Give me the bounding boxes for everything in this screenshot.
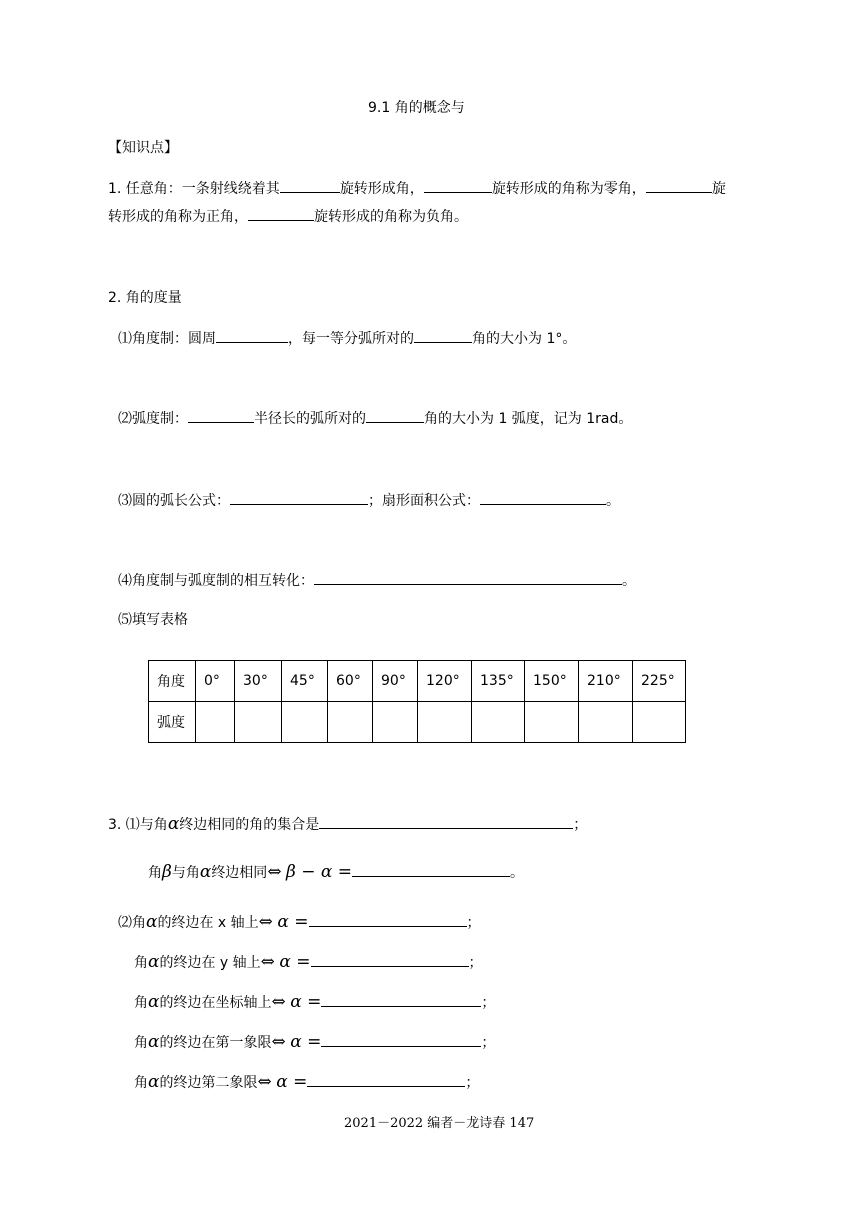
blank [314, 570, 622, 585]
section-heading: 【知识点】 [108, 140, 178, 156]
blank [309, 912, 467, 927]
table-cell: 0° [196, 661, 235, 702]
item3-line5: 角α的终边在坐标轴上⇔ α = ； [134, 992, 496, 1012]
blank [480, 490, 606, 505]
blank [311, 952, 469, 967]
table-cell[interactable] [235, 702, 282, 743]
table-cell: 135° [472, 661, 525, 702]
table-cell: 225° [633, 661, 686, 702]
table-cell: 60° [328, 661, 373, 702]
table-cell[interactable] [282, 702, 328, 743]
item3-line7: 角α的终边第二象限⇔ α = ； [134, 1072, 480, 1092]
table-cell[interactable] [373, 702, 418, 743]
table-cell[interactable] [196, 702, 235, 743]
item3-line1: 3. ⑴与角α终边相同的角的集合是 ； [108, 814, 588, 834]
blank [352, 862, 510, 877]
blank [319, 814, 573, 829]
table-cell: 45° [282, 661, 328, 702]
table-cell: 210° [579, 661, 633, 702]
blank [321, 992, 481, 1007]
item2-p5: ⑸填写表格 [118, 612, 188, 628]
blank [646, 178, 712, 193]
table-row [149, 661, 686, 702]
blank [424, 178, 492, 193]
blank [366, 408, 424, 423]
item2-p4: ⑷角度制与弧度制的相互转化： 。 [118, 570, 636, 591]
item1-line1: 1. 任意角：一条射线绕着其 旋转形成角， 旋转形成的角称为零角， 旋 [108, 178, 726, 199]
table-cell[interactable] [633, 702, 686, 743]
table-cell[interactable] [525, 702, 579, 743]
table-cell: 120° [418, 661, 472, 702]
item2-p2: ⑵弧度制： 半径长的弧所对的 角的大小为 1 弧度，记为 1rad。 [118, 408, 632, 429]
page-title: 9.1 角的概念与 [368, 100, 465, 116]
blank [248, 206, 314, 221]
item2-p1: ⑴角度制：圆周 ，每一等分弧所对的 角的大小为 1°。 [118, 328, 576, 349]
blank [230, 490, 368, 505]
blank [280, 178, 340, 193]
item3-line2: 角β与角α终边相同⇔ β − α = 。 [148, 862, 525, 882]
table-cell[interactable] [418, 702, 472, 743]
item3-line3: ⑵角α的终边在 x 轴上⇔ α = ； [118, 912, 481, 932]
blank [216, 328, 288, 343]
item3-line6: 角α的终边在第一象限⇔ α = ； [134, 1032, 496, 1052]
page-footer: 2021－2022 编者－龙诗春 147 [344, 1116, 535, 1131]
table-cell: 角度 [149, 661, 196, 702]
blank [414, 328, 472, 343]
conversion-table [148, 660, 686, 743]
table-cell: 90° [373, 661, 418, 702]
table-row [149, 702, 686, 743]
table-cell[interactable] [579, 702, 633, 743]
blank [321, 1032, 481, 1047]
item2-p3: ⑶圆的弧长公式： ；扇形面积公式： 。 [118, 490, 620, 511]
table-cell: 150° [525, 661, 579, 702]
table-cell: 弧度 [149, 702, 196, 743]
blank [307, 1072, 465, 1087]
item1-line2: 转形成的角称为正角， 旋转形成的角称为负角。 [108, 206, 468, 227]
table-cell[interactable] [328, 702, 373, 743]
table-cell[interactable] [472, 702, 525, 743]
blank [188, 408, 254, 423]
item3-line4: 角α的终边在 y 轴上⇔ α = ； [134, 952, 483, 972]
table-cell: 30° [235, 661, 282, 702]
item2-heading: 2. 角的度量 [108, 290, 182, 306]
